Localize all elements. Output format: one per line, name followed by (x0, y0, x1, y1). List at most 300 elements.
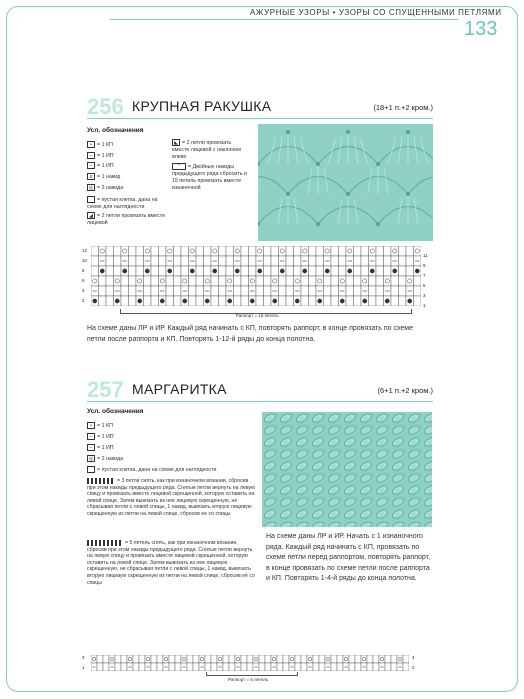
chart-cell (354, 286, 362, 296)
chart-symbol (273, 299, 277, 303)
legend-item: ◎ = 2 накида (88, 455, 124, 462)
chart-cell (271, 266, 279, 276)
chart-cell (313, 655, 319, 663)
chart-cell (309, 296, 317, 306)
chart-cell (399, 276, 407, 286)
chart-cell (301, 655, 307, 663)
chart-cell (384, 266, 392, 276)
chart-cell (346, 296, 354, 306)
chart-cell (157, 663, 163, 671)
chart-cell (399, 296, 407, 306)
chart-cell (151, 655, 157, 663)
chart-cell (144, 276, 152, 286)
chart-cell (376, 286, 384, 296)
chart-cell (166, 276, 174, 286)
chart-cell (391, 276, 399, 286)
chart-cell (355, 655, 361, 663)
chart-cell (355, 663, 361, 671)
chart-cell (196, 276, 204, 286)
chart-cell (354, 246, 362, 256)
purl-stitch-icon: – (87, 162, 95, 169)
chart-symbol (160, 299, 164, 303)
knitted-swatch-image (258, 124, 433, 241)
chart-cell (361, 266, 369, 276)
chart-cell (283, 663, 289, 671)
chart-cell (211, 286, 219, 296)
chart-cell (391, 655, 397, 663)
chart-cell (264, 256, 272, 266)
chart-cell (339, 256, 347, 266)
chart-cell (115, 655, 121, 663)
chart-cell (256, 286, 264, 296)
chart-cell (301, 286, 309, 296)
chart-cell (339, 276, 347, 286)
chart-cell (133, 663, 139, 671)
chart-cell (339, 246, 347, 256)
chart-cell (264, 266, 272, 276)
chart-cell (189, 276, 197, 286)
chart-cell (99, 276, 107, 286)
chart-cell (286, 296, 294, 306)
chart-cell (289, 655, 295, 663)
pattern-256-repeat: (18+1 п.+2 кром.) (373, 103, 433, 112)
chart-cell (204, 276, 212, 286)
chart-cell (256, 296, 264, 306)
legend-item: – = 1 ИП (87, 433, 257, 441)
legend-item: – = 1 ИП (87, 152, 169, 160)
chart-cell (211, 296, 219, 306)
chart-cell (369, 286, 377, 296)
chart-cell (229, 655, 235, 663)
chart-cell (223, 655, 229, 663)
chart-cell (151, 256, 159, 266)
chart-cell (309, 256, 317, 266)
chart-cell (376, 256, 384, 266)
chart-cell (384, 256, 392, 266)
chart-cell (286, 276, 294, 286)
pattern-256-chart-grid (91, 246, 421, 306)
chart-cell (106, 256, 114, 266)
chart-cell (294, 276, 302, 286)
chart-cell (174, 276, 182, 286)
header-rule (110, 19, 458, 20)
chart-cell (249, 256, 257, 266)
chart-cell (354, 266, 362, 276)
chart-cell (166, 286, 174, 296)
chart-cell (166, 296, 174, 306)
pattern-256-legend-title: Усл. обозначения (87, 127, 144, 134)
chart-cell (91, 266, 99, 276)
chart-cell (103, 655, 109, 663)
chart-cell (309, 246, 317, 256)
chart-cell (373, 663, 379, 671)
chart-cell (265, 655, 271, 663)
chart-cell (301, 296, 309, 306)
chart-cell (151, 286, 159, 296)
row-number: 9 (423, 263, 426, 268)
legend-item: – = 1 ИП (87, 162, 169, 170)
chart-cell (196, 256, 204, 266)
chart-cell (234, 296, 242, 306)
chart-cell (376, 276, 384, 286)
chart-cell (325, 655, 331, 663)
chart-cell (399, 286, 407, 296)
chart-cell (144, 246, 152, 256)
chart-symbol (348, 269, 352, 273)
legend-item: ◎ = 2 накида (88, 184, 124, 191)
repeat-bracket (206, 672, 298, 676)
legend-item: ◢ = 2 петли провязать вместе лицевой (87, 212, 166, 226)
chart-cell (219, 276, 227, 286)
chart-cell (379, 655, 385, 663)
knit-stitch-icon: • (87, 141, 95, 148)
chart-cell (99, 296, 107, 306)
chart-cell (301, 276, 309, 286)
chart-cell (324, 286, 332, 296)
chart-cell (226, 276, 234, 286)
chart-cell (313, 663, 319, 671)
chart-cell (136, 246, 144, 256)
chart-cell (331, 286, 339, 296)
chart-cell (136, 276, 144, 286)
chart-cell (331, 276, 339, 286)
chart-cell (361, 655, 367, 663)
chart-cell (331, 655, 337, 663)
pattern-256-title: КРУПНАЯ РАКУШКА (132, 98, 272, 114)
chart-cell (346, 276, 354, 286)
chart-cell (369, 276, 377, 286)
chart-cell (249, 266, 257, 276)
chart-cell (331, 256, 339, 266)
chart-cell (354, 276, 362, 286)
running-title: АЖУРНЫЕ УЗОРЫ • УЗОРЫ СО СПУЩЕННЫМИ ПЕТЛЯМИ (250, 8, 502, 17)
row-number: 5 (423, 283, 426, 288)
chart-cell (241, 246, 249, 256)
chart-cell (384, 276, 392, 286)
chart-cell (129, 246, 137, 256)
chart-cell (129, 256, 137, 266)
chart-cell (354, 256, 362, 266)
row-number: 6 (82, 278, 85, 283)
chart-cell (115, 663, 121, 671)
chart-cell (241, 286, 249, 296)
chart-cell (91, 246, 99, 256)
k2tog-left-icon: ◣ (172, 139, 180, 146)
chart-cell (205, 655, 211, 663)
chart-cell (181, 246, 189, 256)
row-number: 11 (423, 253, 428, 258)
chart-cell (159, 266, 167, 276)
chart-cell (397, 655, 403, 663)
double-yarn-over-icon: ◎ (88, 456, 94, 462)
chart-symbol (138, 299, 142, 303)
chart-cell (241, 296, 249, 306)
chart-cell (106, 276, 114, 286)
chart-cell (279, 296, 287, 306)
chart-cell (169, 655, 175, 663)
chart-cell (373, 655, 379, 663)
chart-cell (294, 266, 302, 276)
chart-cell (163, 655, 169, 663)
chart-cell (226, 256, 234, 266)
chart-cell (181, 655, 187, 663)
chart-cell (204, 256, 212, 266)
chart-cell (106, 246, 114, 256)
chart-symbol (280, 269, 284, 273)
drop-loops-icon: ︶ (172, 163, 186, 170)
chart-cell (193, 663, 199, 671)
chart-cell (414, 286, 422, 296)
chart-cell (174, 296, 182, 306)
chart-cell (301, 246, 309, 256)
chart-symbol (408, 299, 412, 303)
chart-cell (121, 286, 129, 296)
chart-symbol (123, 269, 127, 273)
chart-cell (217, 655, 223, 663)
chart-cell (307, 655, 313, 663)
chart-cell (145, 655, 151, 663)
chart-cell (324, 296, 332, 306)
chart-cell (331, 266, 339, 276)
chart-cell (127, 655, 133, 663)
pattern-257-repeat-label: Раппорт = 6 петель (228, 677, 269, 682)
chart-cell (346, 286, 354, 296)
knitted-swatch-image (262, 412, 432, 527)
yarn-over-icon: o (87, 173, 95, 180)
chart-cell (106, 296, 114, 306)
chart-cell (91, 655, 97, 663)
chart-cell (234, 246, 242, 256)
chart-cell (264, 276, 272, 286)
chart-cell (121, 276, 129, 286)
chart-cell (151, 276, 159, 286)
chart-cell (103, 663, 109, 671)
chart-cell (403, 655, 409, 663)
chart-cell (319, 655, 325, 663)
chart-symbol (340, 299, 344, 303)
chart-cell (367, 663, 373, 671)
chart-cell (205, 663, 211, 671)
pattern-256-header (87, 96, 433, 119)
chart-cell (166, 246, 174, 256)
row-number: 3 (423, 293, 426, 298)
chart-cell (249, 246, 257, 256)
pattern-257-number: 257 (87, 377, 124, 402)
empty-cell-icon (87, 196, 95, 203)
purl-stitch-icon: – (87, 152, 95, 159)
chart-symbol (318, 299, 322, 303)
pattern-257-title: МАРГАРИТКА (132, 381, 227, 397)
chart-cell (256, 246, 264, 256)
chart-symbol (145, 269, 149, 273)
chart-cell (196, 296, 204, 306)
row-number: 12 (82, 248, 88, 253)
chart-cell (219, 246, 227, 256)
chart-cell (241, 256, 249, 266)
chart-cell (226, 266, 234, 276)
chart-cell (121, 655, 127, 663)
chart-symbol (183, 299, 187, 303)
chart-cell (129, 276, 137, 286)
legend-item: – = 1 ИП (87, 444, 257, 452)
legend-item: • = 1 КП (87, 422, 257, 430)
pattern-257-chart-grid (91, 655, 409, 671)
chart-cell (114, 276, 122, 286)
chart-cell (316, 256, 324, 266)
chart-cell (279, 286, 287, 296)
chart-cell (241, 266, 249, 276)
chart-symbol (213, 269, 217, 273)
chart-cell (235, 655, 241, 663)
chart-cell (189, 286, 197, 296)
chart-cell (174, 256, 182, 266)
purl-stitch-icon: – (87, 433, 95, 440)
empty-cell-icon (87, 466, 95, 473)
legend-item: ◣ = 2 петли провязать вместе лицевой с наклоном влево (172, 139, 241, 160)
row-number: 1 (423, 303, 426, 308)
chart-cell (406, 246, 414, 256)
chart-cell (399, 256, 407, 266)
chart-cell (376, 266, 384, 276)
chart-cell (114, 266, 122, 276)
chart-symbol (168, 269, 172, 273)
chart-symbol (363, 299, 367, 303)
chart-cell (295, 663, 301, 671)
chart-cell (189, 246, 197, 256)
chart-symbol (190, 269, 194, 273)
chart-cell (175, 655, 181, 663)
chart-cell (271, 246, 279, 256)
chart-cell (309, 266, 317, 276)
chart-cell (331, 296, 339, 306)
chart-cell (219, 266, 227, 276)
chart-symbol (115, 299, 119, 303)
chart-cell (399, 266, 407, 276)
chart-cell (264, 296, 272, 306)
chart-cell (121, 296, 129, 306)
pattern-257-desc-1: = 3 петли снять, как при изнаночном вязании, сбросив при этом накиды предыдущего ряда. Снятые петли вернуть на левую спицу и провязать вместе лицевой скрещенной, которую оставить на левой спице. Затем вывязать из нее лицевую скрещенную, не сбрасывая петли с левой спицы, 1 накид, вывязать вторую лицевую скрещенную из петли на левой спице, сбросив ее со спицы (87, 478, 256, 517)
chart-cell (337, 663, 343, 671)
chart-cell (286, 286, 294, 296)
chart-cell (301, 663, 307, 671)
chart-cell (406, 266, 414, 276)
chart-cell (247, 655, 253, 663)
chart-cell (114, 246, 122, 256)
chart-cell (136, 256, 144, 266)
chart-cell (277, 663, 283, 671)
chart-cell (151, 266, 159, 276)
chart-cell (384, 246, 392, 256)
chart-cell (211, 276, 219, 286)
chart-cell (99, 246, 107, 256)
chart-cell (174, 266, 182, 276)
pattern-257-header (87, 379, 433, 402)
chart-cell (241, 276, 249, 286)
chart-cell (219, 286, 227, 296)
chart-cell (385, 655, 391, 663)
chart-cell (181, 266, 189, 276)
row-number: 3 (82, 655, 85, 660)
chart-cell (229, 663, 235, 671)
chart-cell (259, 655, 265, 663)
chart-cell (349, 663, 355, 671)
chart-cell (193, 655, 199, 663)
pattern-256-chart (82, 246, 434, 308)
chart-cell (219, 256, 227, 266)
row-number: 8 (82, 268, 85, 273)
chart-cell (99, 286, 107, 296)
chart-cell (391, 286, 399, 296)
chart-cell (294, 246, 302, 256)
chart-cell (259, 663, 265, 671)
chart-cell (196, 246, 204, 256)
legend-item: ︶ = Двойные накиды предыдущего ряда сбросить и 15 петель провязать вместе изнаночной (172, 163, 247, 191)
chart-cell (376, 246, 384, 256)
chart-cell (144, 296, 152, 306)
row-number: 4 (82, 288, 85, 293)
chart-cell (361, 276, 369, 286)
pattern-256-note: На схеме даны ЛР и ИР. Каждый ряд начинать с КП, повторять раппорт, в конце провязать по схеме петли после раппорта и КП. Повторять 1-12-й ряды до конца полотна. (87, 325, 413, 343)
chart-cell (106, 266, 114, 276)
chart-cell (319, 663, 325, 671)
chart-cell (316, 266, 324, 276)
chart-cell (187, 663, 193, 671)
chart-cell (114, 256, 122, 266)
chart-cell (331, 663, 337, 671)
chart-cell (139, 655, 145, 663)
row-number: 1 (82, 665, 85, 670)
k2tog-icon: ◢ (87, 212, 95, 219)
chart-cell (226, 246, 234, 256)
chart-cell (169, 663, 175, 671)
chart-cell (249, 276, 257, 286)
chart-cell (187, 655, 193, 663)
chart-cell (121, 246, 129, 256)
chart-cell (391, 296, 399, 306)
chart-cell (324, 246, 332, 256)
chart-symbol (235, 269, 239, 273)
chart-symbol (385, 299, 389, 303)
chart-cell (247, 663, 253, 671)
chart-symbol (93, 299, 97, 303)
chart-cell (349, 655, 355, 663)
row-number: 10 (82, 258, 88, 263)
chart-cell (403, 663, 409, 671)
chart-cell (196, 266, 204, 276)
purl-stitch-icon: – (87, 444, 95, 451)
legend-item: o = 1 накид (87, 173, 169, 181)
chart-cell (97, 663, 103, 671)
chart-cell (181, 276, 189, 286)
chart-symbol (325, 269, 329, 273)
chart-cell (204, 246, 212, 256)
chart-cell (91, 256, 99, 266)
chart-cell (391, 246, 399, 256)
chart-cell (286, 256, 294, 266)
chart-cell (211, 663, 217, 671)
chart-cell (223, 663, 229, 671)
chart-cell (369, 246, 377, 256)
pattern-257-repeat: (6+1 п.+2 кром.) (377, 386, 433, 395)
chart-cell (277, 655, 283, 663)
chart-symbol (100, 269, 104, 273)
chart-cell (391, 663, 397, 671)
chart-cell (139, 663, 145, 671)
chart-cell (151, 246, 159, 256)
pattern-256-swatch-photo (258, 124, 433, 241)
chart-cell (204, 266, 212, 276)
chart-cell (414, 296, 422, 306)
